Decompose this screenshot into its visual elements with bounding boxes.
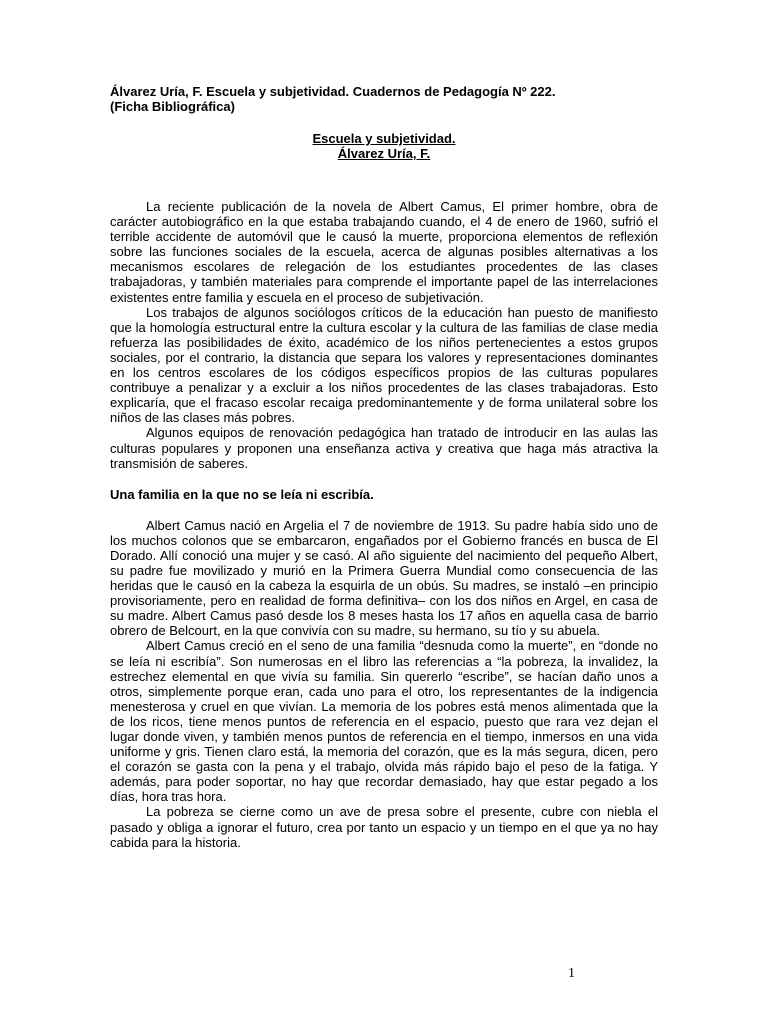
document-title-block xyxy=(110,131,658,161)
section-paragraph-2: Albert Camus creció en el seno de una familia “desnuda como la muerte”, en “donde no se leía ni escribía”. Son numerosas en el libro las referencias a “la pobreza, la invalidez, la estrechez elemental en que vivía su familia. Sin quererlo “escribe”, se hacían daño unos a otros, simplemente porque eran, cada uno para el otro, los representantes de la indigencia menesterosa y cruel en que vivían. La memoria de los pobres está menos alimentada que la de los ricos, tiene menos puntos de referencia en el espacio, puesto que rara vez dejan el lugar donde viven, y también menos puntos de referencia en el tiempo, inmersos en una vida uniforme y gris. Tienen claro está, la memoria del corazón, que es la más segura, dicen, pero el corazón se gasta con la pena y el trabajo, olvida más rápido bajo el peso de la fatiga. Y además, para poder soportar, no hay que recordar demasiado, hay que estar pegado a los días, hora tras hora. xyxy=(110,638,658,805)
section-paragraph-3: La pobreza se cierne como un ave de presa sobre el presente, cubre con niebla el pasado y obliga a ignorar el futuro, crea por tanto un espacio y un tiempo en el que ya no hay cabida para la historia. xyxy=(110,804,658,850)
bibliographic-reference xyxy=(110,84,658,114)
intro-paragraph-3: Algunos equipos de renovación pedagógica han tratado de introducir en las aulas las culturas populares y proponen una enseñanza activa y creativa que haga más atractiva la transmisión de saberes. xyxy=(110,425,658,471)
section-body xyxy=(110,518,658,850)
reference-line-1: Álvarez Uría, F. Escuela y subjetividad. Cuadernos de Pedagogía Nº 222. xyxy=(110,84,556,99)
intro-paragraph-1: La reciente publicación de la novela de Albert Camus, El primer hombre, obra de carácter autobiográfico en la que estaba trabajando cuando, el 4 de enero de 1960, sufrió el terrible accidente de automóvil que le causó la muerte, proporciona elementos de reflexión sobre las funciones sociales de la escuela, acerca de algunas posibles alternativas a los mecanismos escolares de relegación de los estudiantes procedentes de las clases trabajadoras, y también materiales para comprende el importante papel de las interrelaciones existentes entre familia y escuela en el proceso de subjetivación. xyxy=(110,199,658,305)
intro-paragraph-2: Los trabajos de algunos sociólogos críticos de la educación han puesto de manifiesto que la homología estructural entre la cultura escolar y la cultura de las familias de clase media refuerza las posibilidades de éxito, académico de los niños pertenecientes a estos grupos sociales, por el contrario, la distancia que separa los valores y representaciones dominantes en los centros escolares de los códigos específicos propios de las culturas populares contribuye a penalizar y a excluir a los niños procedentes de las clases trabajadoras. Esto explicaría, que el fracaso escolar recaiga predominantemente y de forma unilateral sobre los niños de las clases más pobres. xyxy=(110,304,658,426)
page-number: 1 xyxy=(568,966,575,981)
section-heading: Una familia en la que no se leía ni escribía. xyxy=(110,486,374,502)
section-paragraph-1: Albert Camus nació en Argelia el 7 de noviembre de 1913. Su padre había sido uno de los muchos colonos que se embarcaron, engañados por el Gobierno francés en busca de El Dorado. Allí conoció una mujer y se casó. Al año siguiente del nacimiento del pequeño Albert, su padre fue movilizado y murió en la Primera Guerra Mundial como consecuencia de las heridas que le causó en la cabeza la esquirla de un obús. Su madres, se instaló –en principio provisoriamente, pero en realidad de forma definitiva– con los dos niños en Argel, en casa de su madre. Albert Camus pasó desde los 8 meses hasta los 17 años en aquella casa de barrio obrero de Belcourt, en la que convivía con su madre, su hermano, su tío y su abuela. xyxy=(110,517,658,639)
reference-line-2: (Ficha Bibliográfica) xyxy=(110,99,235,114)
intro-section xyxy=(110,199,658,471)
document-author: Álvarez Uría, F. xyxy=(337,146,431,161)
document-page xyxy=(110,84,658,850)
document-title: Escuela y subjetividad. xyxy=(312,131,456,146)
